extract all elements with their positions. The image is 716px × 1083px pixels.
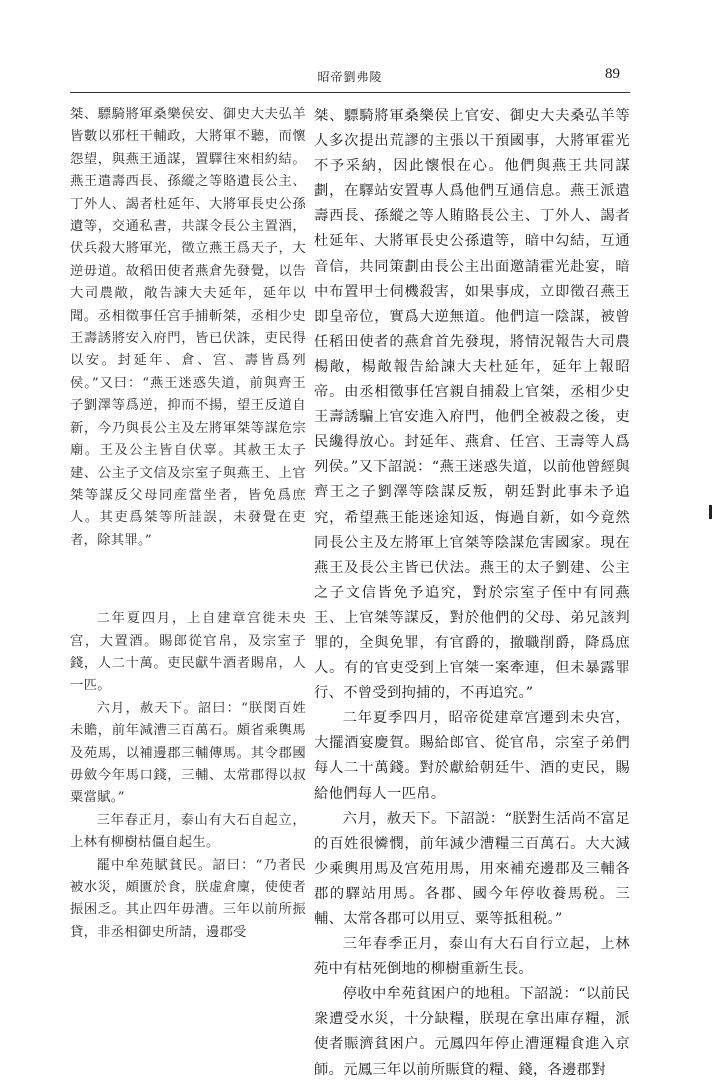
translation-paragraph: 二年夏季四月，昭帝從建章宫遷到未央宫，大擺酒宴慶賀。賜給郎官、從官帛，宗室子弟們每人二十萬錢。對於獻給朝廷牛、酒的吏民，賜給他們每人一匹帛。 bbox=[314, 710, 630, 802]
translation-paragraph: 桀、驃騎將軍桑樂侯上官安、御史大夫桑弘羊等人多次提出荒謬的主張以干預國事，大將軍霍光不予采納，因此懷恨在心。他們與燕王共同謀劃，在驛站安置專人爲他們互通信息。燕王派遣壽西長、孫縱之等人賄賂長公主、丁外人、謁者杜延年、大將軍長史公孫遺等，暗中勾結，互通音信，共同策劃由長公主出面邀請霍光赴宴，暗中布置甲士伺機殺害，如果事成，立即徵召燕王即皇帝位，實爲大逆無道。他們這一陰謀，被曾任稻田使者的燕倉首先發現，將情況報告大司農楊敞，楊敞報告給諫大夫杜延年，延年上報昭帝。由丞相徵事任宫親自捕殺上官桀，丞相少史王壽誘騙上官安進入府門，他們全被殺之後，吏民纔得放心。封延年、燕倉、任宫、王壽等人爲列侯。”又下詔説：“燕王迷惑失道，以前他曾經與齊王之子劉澤等陰謀反叛，朝廷對此事未予追究，希望燕王能迷途知返，悔過自新，如今竟然同長公主及左將軍上官桀等陰謀危害國家。現在燕王及長公主皆已伏法。燕王的太子劉建、公主之子文信皆免予追究，對於宗室子侄中有同燕王、上官桀等謀反，對於他們的父母、弟兄該判罪的，全與免罪，有官爵的，撤職削爵，降爲庶人。有的官吏受到上官桀一案牽連，但未暴露罪行、不曾受到拘捕的，不再追究。” bbox=[314, 108, 630, 702]
translation-paragraph: 六月，赦天下。下詔説：“朕對生活尚不富足的百姓很憐憫，前年減少漕糧三百萬石。大大減少乘輿用馬及宫苑用馬，用來補充邊郡及三輔各郡的驛站用馬。各郡、國今年停收養馬税。三輔、太常各郡可以用豆、粟等抵租税。” bbox=[314, 810, 630, 927]
page-header bbox=[70, 62, 630, 93]
scan-edge-mark bbox=[709, 505, 712, 519]
classical-paragraph: 罷中牟苑賦貧民。詔曰：“乃者民被水災，頗匱於食，朕虚倉廩，使使者振困乏。其止四年毋漕。三年以前所振貸，非丞相御史所請，邊郡受 bbox=[70, 857, 306, 940]
running-title: 昭帝劉弗陵 bbox=[317, 70, 383, 84]
translation-paragraph: 三年春季正月，泰山有大石自行立起，上林苑中有枯死倒地的柳樹重新生長。 bbox=[314, 936, 630, 978]
classical-paragraph: 二年夏四月，上自建章宫徙未央宫，大置酒。賜郎從官帛，及宗室子錢，人二十萬。吏民獻牛酒者賜帛，人一匹。 bbox=[70, 611, 306, 694]
page-number: 89 bbox=[605, 66, 620, 82]
classical-paragraph: 六月，赦天下。詔曰：“朕閔百姓未贍，前年減漕三百萬石。頗省乘輿馬及苑馬，以補邊郡三輔傳馬。其令郡國毋斂今年馬口錢，三輔、太常郡得以叔粟當賦。” bbox=[70, 700, 306, 806]
translation-paragraph: 停收中牟苑貧困户的地租。下詔説：“以前民衆遭受水災，十分缺糧，朕現在拿出庫存糧，派使者賑濟貧困户。元鳳四年停止漕運糧食進入京師。元鳳三年以前所賑貸的糧、錢，各邊郡對 bbox=[314, 986, 630, 1078]
classical-paragraph: 桀、驃騎將軍桑樂侯安、御史大夫弘羊皆數以邪枉干輔政，大將軍不聽，而懷怨望，與燕王通謀，置驛往來相約結。燕王遣壽西長、孫縱之等賂遺長公主、丁外人、謁者杜延年、大將軍長史公孫遺等，交通私書，共謀令長公主置酒，伏兵殺大將軍光，徵立燕王爲天子，大逆毋道。故稻田使者燕倉先發覺，以告大司農敞，敞告諫大夫延年，延年以聞。丞相徵事任宫手捕斬桀，丞相少史王壽誘將安入府門，皆已伏誅，吏民得以安。封延年、倉、宫、壽皆爲列侯。”又曰：“燕王迷惑失道，前與齊王子劉澤等爲逆，抑而不揚，望王反道自新，今乃與長公主及左將軍桀等謀危宗廟。王及公主皆自伏辜。其赦王太子建、公主子文信及宗室子與燕王、上官桀等謀反父母同産當坐者，皆免爲庶人。其吏爲桀等所詿誤，未發覺在吏者，除其罪。” bbox=[70, 107, 306, 548]
translation-text-column bbox=[314, 104, 630, 1083]
classical-text-column bbox=[70, 104, 306, 944]
classical-paragraph: 三年春正月，泰山有大石自起立，上林有柳樹枯僵自起生。 bbox=[70, 812, 306, 851]
